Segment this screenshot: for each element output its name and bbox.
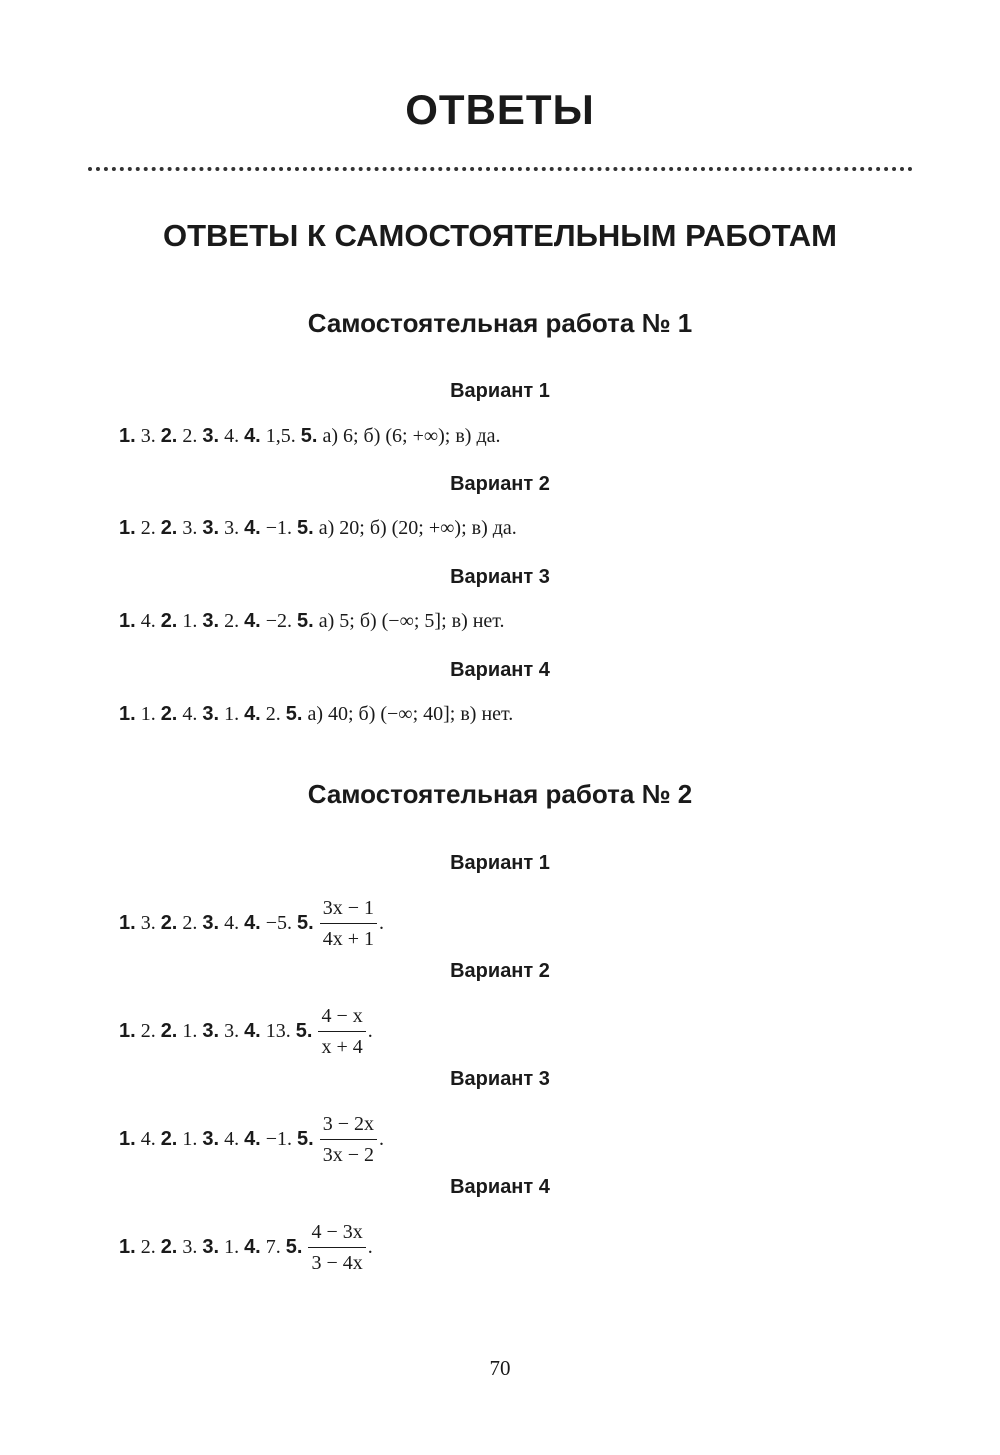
- answer-value: 3.: [140, 911, 156, 934]
- answer-number: 2.: [160, 911, 178, 934]
- answer-number: 4.: [244, 911, 261, 934]
- fraction: [318, 1003, 365, 1060]
- answer-number: 5.: [297, 911, 314, 934]
- answer-number: 2.: [160, 1019, 178, 1042]
- fraction: [308, 1219, 365, 1276]
- answer-number: 2.: [160, 610, 178, 632]
- answer-number: 3.: [202, 1127, 220, 1150]
- answer-value: 1.: [182, 610, 198, 632]
- answer-number: 4.: [244, 610, 261, 632]
- answer-number: 5.: [295, 1019, 313, 1042]
- answer-number: 4.: [244, 703, 261, 725]
- answer-number: 3.: [202, 425, 220, 447]
- answer-value: 3.: [182, 517, 198, 539]
- section-title: ОТВЕТЫ К САМОСТОЯТЕЛЬНЫМ РАБОТАМ: [163, 218, 837, 253]
- answer-value: 2.: [182, 911, 198, 934]
- answer-number: 2.: [160, 703, 178, 725]
- work-2-variant-4-answers: [119, 1217, 373, 1277]
- answer-number: 2.: [160, 425, 178, 447]
- answer-value: −1.: [265, 517, 293, 539]
- answer-value: 4.: [140, 1127, 156, 1150]
- page-number: 70: [489, 1356, 511, 1380]
- answer-number: 1.: [119, 517, 136, 539]
- answer-value: 13.: [265, 1019, 291, 1042]
- answer-value: 4.: [224, 1127, 240, 1150]
- answer-value: 4.: [224, 425, 240, 447]
- work-1-variant-3-answers: [119, 609, 505, 633]
- answer-number: 2.: [160, 1127, 178, 1150]
- answer-value: 1,5.: [265, 425, 296, 447]
- answer-number: 4.: [244, 425, 261, 447]
- work-2-title: Самостоятельная работа № 2: [307, 779, 693, 809]
- answer-value: 1.: [224, 703, 240, 725]
- fraction-numerator: 3 − 2x: [320, 1111, 377, 1140]
- fraction-denominator: x + 4: [321, 1035, 363, 1058]
- answer-number: 5.: [300, 425, 318, 447]
- answer-number: 3.: [202, 703, 220, 725]
- answer-number: 5.: [297, 1127, 314, 1150]
- fraction-denominator: 4x + 1: [322, 927, 374, 950]
- answer-number: 1.: [119, 1235, 136, 1258]
- answer-value: .: [367, 1019, 373, 1042]
- page-title: ОТВЕТЫ: [405, 86, 595, 133]
- answer-value: а) 6; б) (6; +∞); в) да.: [322, 425, 501, 447]
- answer-number: 1.: [119, 610, 136, 632]
- fraction-denominator: 3x − 2: [322, 1143, 374, 1166]
- answer-number: 1.: [119, 703, 136, 725]
- answer-value: 2.: [224, 610, 240, 632]
- answer-number: 3.: [202, 1235, 220, 1258]
- answer-value: .: [379, 911, 384, 934]
- fraction-numerator: 3x − 1: [320, 895, 377, 924]
- answer-number: 4.: [244, 1235, 261, 1258]
- answer-number: 5.: [285, 1235, 303, 1258]
- work-2-variant-1-answers: [119, 893, 384, 953]
- work-2-variant-1-title: Вариант 1: [450, 852, 550, 874]
- work-1-variant-1-answers: [119, 424, 501, 448]
- answer-number: 4.: [244, 1127, 261, 1150]
- answer-value: а) 40; б) (−∞; 40]; в) нет.: [307, 703, 514, 725]
- answer-value: 2.: [182, 425, 198, 447]
- answer-number: 3.: [202, 517, 220, 539]
- dotted-divider: [88, 167, 913, 171]
- answer-value: 2.: [140, 1235, 156, 1258]
- answer-value: 3.: [140, 425, 156, 447]
- answer-value: а) 20; б) (20; +∞); в) да.: [318, 517, 517, 539]
- answer-value: .: [379, 1127, 384, 1150]
- answer-value: 4.: [224, 911, 240, 934]
- answer-number: 3.: [202, 911, 220, 934]
- answer-value: 1.: [140, 703, 156, 725]
- answer-value: 2.: [140, 517, 156, 539]
- fraction-numerator: 4 − x: [318, 1003, 365, 1032]
- answer-value: 2.: [265, 703, 281, 725]
- answer-value: а) 5; б) (−∞; 5]; в) нет.: [318, 610, 505, 632]
- answer-number: 1.: [119, 1127, 136, 1150]
- work-1-variant-2-answers: [119, 516, 517, 540]
- answer-number: 3.: [202, 610, 220, 632]
- work-2-variant-3-answers: [119, 1109, 384, 1169]
- answer-value: 4.: [140, 610, 156, 632]
- answer-number: 5.: [297, 517, 314, 539]
- answer-value: 1.: [182, 1127, 198, 1150]
- answer-number: 1.: [119, 911, 136, 934]
- answer-value: 1.: [224, 1235, 240, 1258]
- work-2-variant-2-title: Вариант 2: [450, 960, 550, 982]
- answer-number: 5.: [297, 610, 314, 632]
- answer-number: 2.: [160, 1235, 178, 1258]
- answer-value: −2.: [265, 610, 293, 632]
- answer-number: 2.: [160, 517, 178, 539]
- fraction: [320, 895, 377, 952]
- answer-number: 1.: [119, 1019, 136, 1042]
- answer-value: 3.: [182, 1235, 198, 1258]
- fraction: [320, 1111, 377, 1168]
- work-1-variant-2-title: Вариант 2: [450, 473, 550, 495]
- work-1-variant-3-title: Вариант 3: [450, 566, 550, 588]
- work-2-variant-3-title: Вариант 3: [450, 1068, 550, 1090]
- answer-number: 4.: [244, 517, 261, 539]
- answer-value: −5.: [265, 911, 293, 934]
- answer-value: 1.: [182, 1019, 198, 1042]
- answer-number: 1.: [119, 425, 136, 447]
- work-2-variant-4-title: Вариант 4: [450, 1176, 550, 1198]
- answer-value: 7.: [265, 1235, 281, 1258]
- work-1-variant-1-title: Вариант 1: [450, 380, 550, 402]
- answer-value: .: [367, 1235, 373, 1258]
- fraction-denominator: 3 − 4x: [311, 1251, 363, 1274]
- answer-value: 4.: [182, 703, 198, 725]
- fraction-numerator: 4 − 3x: [308, 1219, 365, 1248]
- answer-number: 4.: [244, 1019, 261, 1042]
- answer-value: 3.: [224, 517, 240, 539]
- answer-value: −1.: [265, 1127, 293, 1150]
- work-1-title: Самостоятельная работа № 1: [307, 308, 693, 338]
- work-1-variant-4-answers: [119, 702, 513, 726]
- work-1-variant-4-title: Вариант 4: [450, 659, 550, 681]
- work-2-variant-2-answers: [119, 1001, 373, 1061]
- answer-number: 5.: [285, 703, 303, 725]
- answer-number: 3.: [202, 1019, 220, 1042]
- answer-value: 3.: [224, 1019, 240, 1042]
- answer-value: 2.: [140, 1019, 156, 1042]
